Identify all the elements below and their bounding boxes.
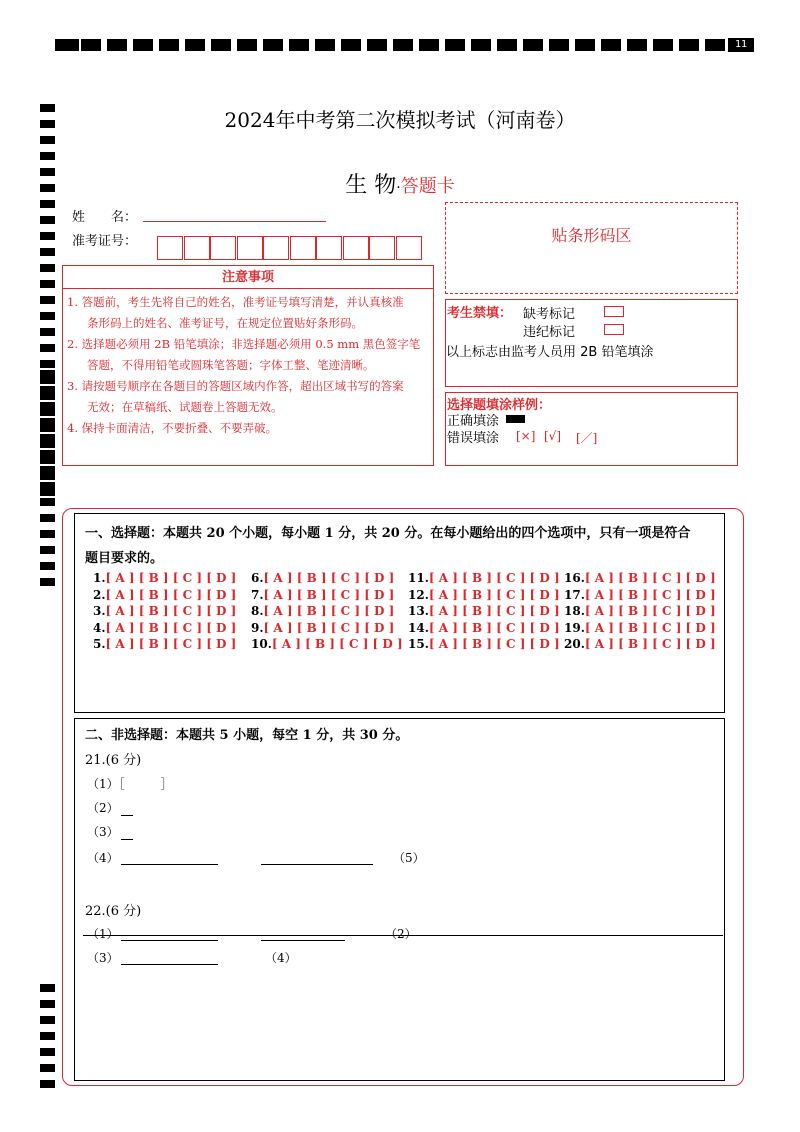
side-timing-mark — [40, 1000, 55, 1008]
choice-question[interactable] — [93, 637, 236, 651]
answer-options[interactable]: [ A ] [ B ] [ C ] [ D ] — [584, 571, 716, 585]
side-timing-mark — [40, 418, 55, 426]
question-number: 15. — [408, 637, 429, 651]
side-timing-mark — [40, 264, 55, 272]
side-timing-mark — [40, 312, 55, 320]
choice-question[interactable] — [564, 571, 716, 585]
side-timing-mark — [40, 498, 55, 506]
question-number: 19. — [564, 620, 585, 635]
timing-mark — [81, 39, 101, 51]
side-timing-mark — [40, 136, 55, 144]
answer-options[interactable]: [ A ] [ B ] [ C ] [ D ] — [271, 637, 403, 651]
timing-mark — [55, 39, 79, 51]
question-number: 8. — [251, 604, 264, 618]
side-timing-mark — [40, 546, 55, 554]
id-digit-cell[interactable] — [369, 236, 395, 260]
id-digit-cell[interactable] — [343, 236, 369, 260]
barcode-area — [445, 202, 738, 294]
timing-mark — [133, 39, 153, 51]
timing-mark — [575, 39, 595, 51]
side-timing-mark — [40, 344, 55, 352]
side-timing-mark — [40, 1032, 55, 1040]
q21-4-label: （4） — [87, 851, 119, 865]
answer-options[interactable]: [ A ] [ B ] [ C ] [ D ] — [105, 587, 237, 602]
choice-question[interactable] — [564, 621, 716, 635]
answer-options[interactable]: [ A ] [ B ] [ C ] [ D ] — [584, 620, 716, 635]
name-label: 姓 名： — [72, 210, 138, 225]
timing-mark — [497, 39, 517, 51]
question-number: 1. — [93, 571, 106, 585]
q21-3-label: （3） — [87, 825, 119, 839]
section-choice-heading-2: 题目要求的。 — [85, 551, 164, 566]
choice-question[interactable] — [93, 588, 236, 602]
section-choice-heading-1: 一、选择题：本题共 20 个小题，每小题 1 分，共 20 分。在每小题给出的四个选项中，只有一项是符合 — [85, 526, 691, 541]
side-timing-mark — [40, 578, 55, 586]
choice-question[interactable] — [93, 571, 236, 585]
q21-5-label: （5） — [393, 851, 425, 865]
id-digit-cell[interactable] — [210, 236, 236, 260]
absent-label: 缺考标记 — [523, 307, 576, 322]
notice-list — [67, 292, 429, 460]
q22-1-answer[interactable] — [121, 940, 218, 941]
answer-options[interactable]: [ A ] [ B ] [ C ] [ D ] — [428, 637, 560, 651]
q22-3-label: （3） — [87, 951, 119, 965]
q21-4-answer[interactable] — [121, 864, 218, 865]
id-digit-cell[interactable] — [184, 236, 210, 260]
question-number: 9. — [251, 620, 264, 635]
timing-mark — [471, 39, 491, 51]
timing-mark — [679, 39, 699, 51]
id-label: 准考证号： — [72, 234, 138, 249]
side-timing-mark — [40, 280, 55, 288]
wrong-mark-check: [√] — [544, 429, 562, 443]
side-timing-mark — [40, 450, 55, 458]
side-timing-mark — [40, 402, 55, 410]
top-timing-marks — [55, 39, 755, 51]
side-timing-mark — [40, 514, 55, 522]
side-timing-mark — [40, 370, 55, 378]
answer-options[interactable]: [ A ] [ B ] [ C ] [ D ] — [584, 587, 716, 602]
q22-1-label: （1） — [87, 927, 119, 941]
question-number: 10. — [251, 637, 272, 651]
forbidden-title: 考生禁填： — [447, 305, 513, 320]
subject-dot: · — [396, 180, 401, 196]
side-timing-mark — [40, 466, 55, 474]
question-number: 13. — [408, 604, 429, 618]
side-timing-mark — [40, 200, 55, 208]
sample-box — [445, 392, 738, 466]
timing-mark — [705, 39, 725, 51]
side-timing-mark — [40, 984, 55, 992]
question-number: 14. — [408, 620, 429, 635]
timing-mark — [263, 39, 283, 51]
timing-mark — [549, 39, 569, 51]
card-label: 答题卡 — [400, 176, 455, 197]
question-number: 7. — [251, 587, 264, 602]
correct-fill-sample — [506, 415, 525, 423]
violation-mark-box[interactable] — [604, 324, 624, 335]
timing-mark — [315, 39, 335, 51]
answer-options[interactable]: [ A ] [ B ] [ C ] [ D ] — [428, 587, 560, 602]
id-digit-cell[interactable] — [157, 236, 183, 260]
timing-mark — [523, 39, 543, 51]
answer-options[interactable]: [ A ] [ B ] [ C ] [ D ] — [428, 571, 560, 585]
timing-mark — [289, 39, 309, 51]
q21-3-answer[interactable] — [121, 839, 133, 840]
wrong-mark-cross: [×] — [516, 429, 536, 443]
timing-mark — [653, 39, 673, 51]
choice-question[interactable] — [251, 637, 403, 651]
choice-question[interactable] — [564, 604, 716, 618]
side-timing-mark — [40, 1016, 55, 1024]
notice-item-2-cont: 答题，不得用铅笔或圆珠笔答题；字体工整、笔迹清晰。 — [87, 358, 375, 372]
question-number: 2. — [93, 587, 106, 602]
subject-name: 生 物 — [345, 173, 397, 198]
choice-question[interactable] — [564, 588, 716, 602]
answer-options[interactable]: [ A ] [ B ] [ C ] [ D ] — [105, 571, 237, 585]
question-number: 18. — [564, 604, 585, 618]
timing-mark — [393, 39, 413, 51]
answer-options[interactable]: [ A ] [ B ] [ C ] [ D ] — [584, 637, 716, 651]
q22-4-label: （4） — [265, 951, 297, 965]
choice-question[interactable] — [564, 637, 716, 651]
choice-question[interactable] — [408, 571, 560, 585]
answer-options[interactable]: [ A ] [ B ] [ C ] [ D ] — [263, 571, 395, 585]
choice-question[interactable] — [93, 604, 236, 618]
timing-mark — [107, 39, 127, 51]
subject-title — [0, 168, 800, 199]
absent-mark-box[interactable] — [604, 306, 624, 317]
side-timing-mark — [40, 248, 55, 256]
notice-item-1-cont: 条形码上的姓名、准考证号，在规定位置贴好条形码。 — [87, 316, 363, 330]
id-digit-cell[interactable] — [316, 236, 342, 260]
side-timing-mark — [40, 360, 55, 368]
section-choice — [74, 513, 725, 713]
question-number: 3. — [93, 604, 106, 618]
answer-options[interactable]: [ A ] [ B ] [ C ] [ D ] — [263, 587, 395, 602]
side-timing-mark — [40, 482, 55, 490]
answer-options[interactable]: [ A ] [ B ] [ C ] [ D ] — [105, 604, 237, 618]
notice-box — [62, 288, 434, 466]
timing-mark — [341, 39, 361, 51]
section-non-choice-heading: 二、非选择题：本题共 5 小题，每空 1 分，共 30 分。 — [85, 728, 409, 743]
id-digit-cell[interactable] — [290, 236, 316, 260]
name-field[interactable] — [143, 221, 326, 222]
notice-item-3: 3. 请按题号顺序在各题目的答题区域内作答，超出区域书写的答案 — [67, 379, 404, 393]
choice-question[interactable] — [251, 621, 394, 635]
side-timing-mark — [40, 530, 55, 538]
q22-3-answer[interactable] — [121, 964, 218, 965]
barcode-area-label: 贴条形码区 — [551, 228, 632, 245]
question-number: 5. — [93, 637, 106, 651]
question-number: 16. — [564, 571, 585, 585]
choice-question[interactable] — [408, 604, 560, 618]
exam-title: 2024年中考第二次模拟考试（河南卷） — [224, 108, 576, 132]
question-number: 20. — [564, 637, 585, 651]
question-number: 12. — [408, 587, 429, 602]
notice-item-2: 2. 选择题必须用 2B 铅笔填涂；非选择题必须用 0.5 mm 黑色签字笔 — [67, 337, 421, 351]
side-timing-mark — [40, 434, 55, 442]
notice-item-3-cont: 无效；在草稿纸、试题卷上答题无效。 — [87, 400, 283, 414]
timing-mark — [185, 39, 205, 51]
notice-heading: 注意事项 — [221, 269, 274, 284]
id-digit-cell[interactable] — [396, 236, 422, 260]
timing-mark — [601, 39, 621, 51]
choice-question[interactable] — [408, 637, 560, 651]
answer-options[interactable]: [ A ] [ B ] [ C ] [ D ] — [263, 620, 395, 635]
notice-item-1: 1. 答题前，考生先将自己的姓名，准考证号填写清楚，并认真核准 — [67, 295, 404, 309]
choice-question[interactable] — [408, 588, 560, 602]
side-timing-mark — [40, 152, 55, 160]
side-timing-mark — [40, 386, 55, 394]
sample-title: 选择题填涂样例： — [447, 397, 552, 412]
side-timing-mark — [40, 562, 55, 570]
id-digit-cell[interactable] — [237, 236, 263, 260]
side-timing-mark — [40, 328, 55, 336]
answer-options[interactable]: [ A ] [ B ] [ C ] [ D ] — [105, 620, 237, 635]
choice-question[interactable] — [251, 571, 394, 585]
question-number: 6. — [251, 571, 264, 585]
notice-item-4: 4. 保持卡面清洁，不要折叠、不要弄破。 — [67, 421, 278, 435]
q22-2-label: （2） — [385, 927, 417, 941]
question-number: 4. — [93, 620, 106, 635]
timing-mark — [211, 39, 231, 51]
side-timing-mark — [40, 232, 55, 240]
side-timing-mark — [40, 1064, 55, 1072]
answer-options[interactable]: [ A ] [ B ] [ C ] [ D ] — [105, 637, 237, 651]
timing-mark — [367, 39, 387, 51]
notice-heading-box — [62, 265, 434, 289]
timing-mark — [159, 39, 179, 51]
answer-options[interactable]: [ A ] [ B ] [ C ] [ D ] — [428, 604, 560, 618]
correct-label: 正确填涂 — [447, 414, 500, 429]
side-timing-mark — [40, 216, 55, 224]
q22-1-answer-2[interactable] — [261, 940, 345, 941]
side-timing-mark — [40, 296, 55, 304]
q22-title: 22.(6 分) — [85, 904, 142, 919]
choice-question[interactable] — [408, 621, 560, 635]
id-digit-cell[interactable] — [263, 236, 289, 260]
timing-mark — [419, 39, 439, 51]
question-number: 11. — [408, 571, 429, 585]
forbidden-note: 以上标志由监考人员用 2B 铅笔填涂 — [446, 345, 654, 360]
answer-options[interactable]: [ A ] [ B ] [ C ] [ D ] — [584, 604, 716, 618]
page-number: 11 — [728, 38, 754, 52]
q21-2-label: （2） — [87, 801, 119, 815]
choice-question[interactable] — [93, 621, 236, 635]
answer-options[interactable]: [ A ] [ B ] [ C ] [ D ] — [428, 620, 560, 635]
q21-title: 21.(6 分) — [85, 753, 142, 768]
violation-label: 违纪标记 — [523, 325, 576, 340]
q21-4-answer-2[interactable] — [261, 864, 373, 865]
choice-question[interactable] — [251, 588, 394, 602]
q21-1-label: （1）［ ］ — [87, 777, 173, 791]
section-non-choice — [74, 718, 725, 1081]
q21-2-answer[interactable] — [121, 815, 133, 816]
wrong-mark-slash: [／] — [576, 431, 598, 445]
wrong-label: 错误填涂 — [447, 431, 500, 446]
answer-options[interactable]: [ A ] [ B ] [ C ] [ D ] — [263, 604, 395, 618]
timing-mark — [445, 39, 465, 51]
timing-mark — [627, 39, 647, 51]
side-timing-mark — [40, 1048, 55, 1056]
choice-question[interactable] — [251, 604, 394, 618]
forbidden-box — [445, 299, 738, 387]
strike-line — [83, 935, 723, 936]
timing-mark — [237, 39, 257, 51]
question-number: 17. — [564, 587, 585, 602]
side-timing-mark — [40, 1080, 55, 1088]
